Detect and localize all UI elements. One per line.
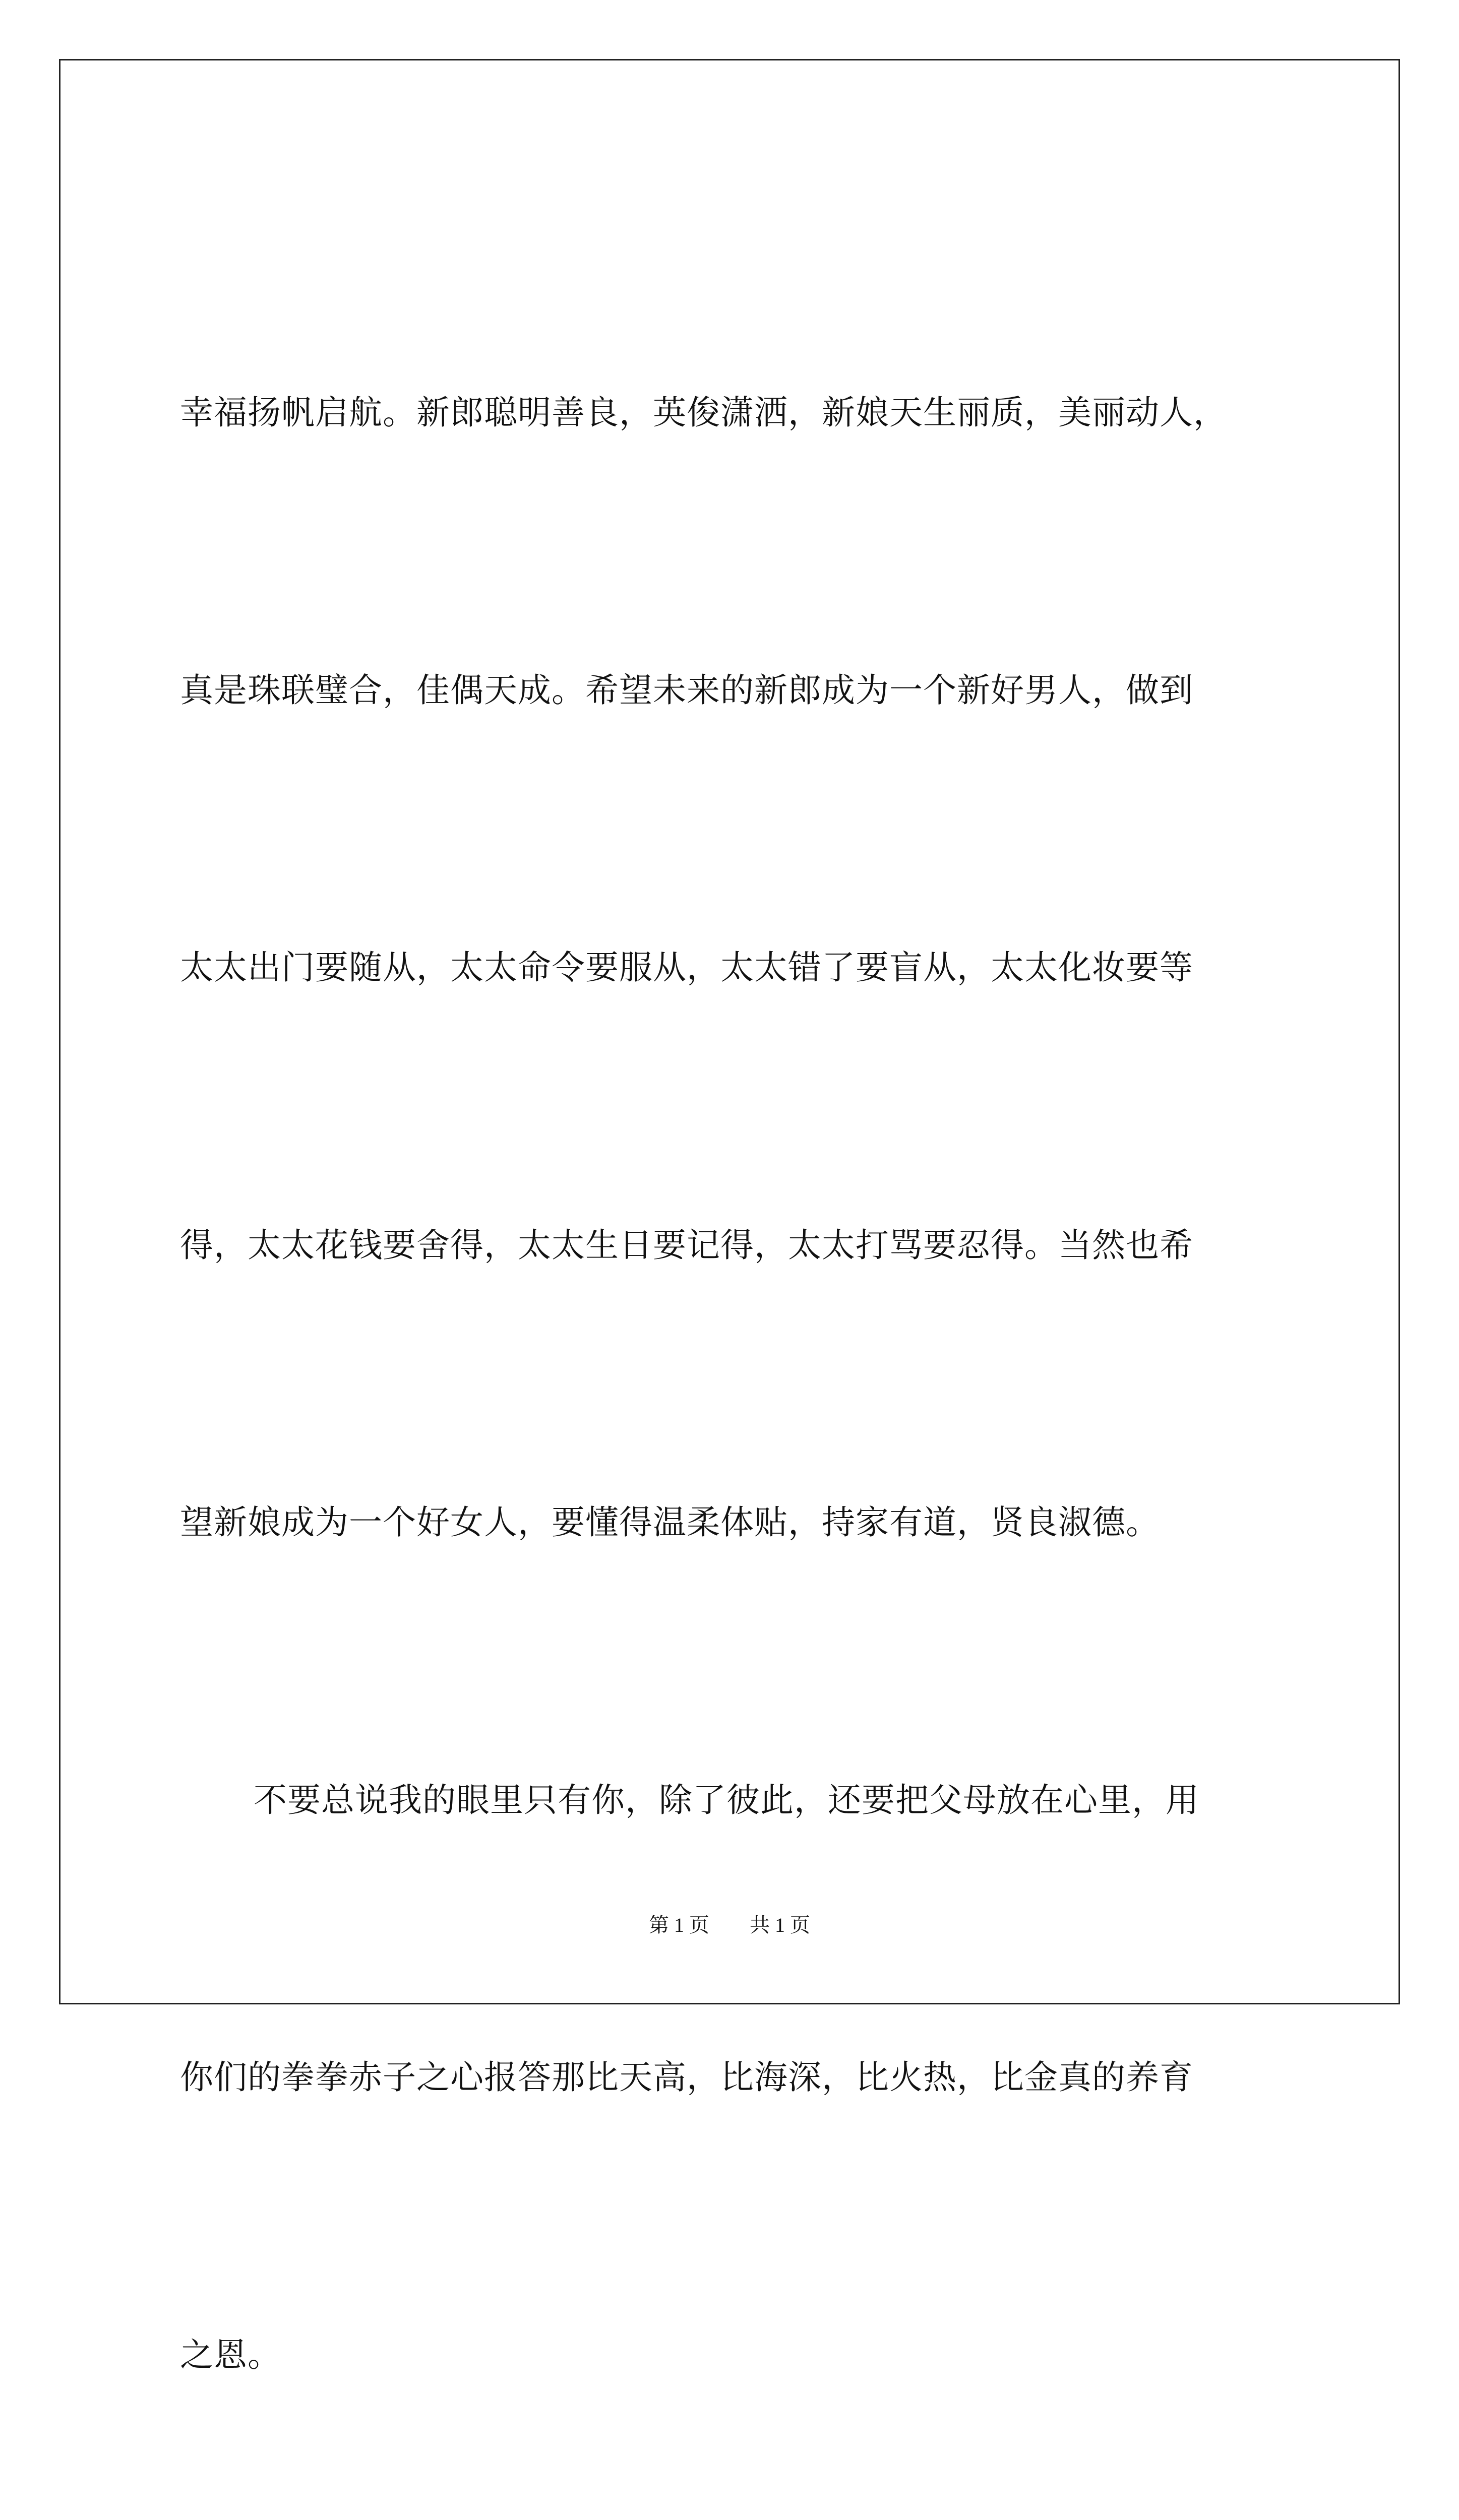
page-footer [0,1909,1459,1938]
text-line: 之恩。 [180,2335,281,2374]
page-number-current: 第 1 页 [649,1914,709,1936]
text-line: 真是珠联璧合，佳偶天成。希望未来的新郎成为一个新好男人，做到 [180,670,1193,710]
page-number-total: 共 1 页 [750,1914,810,1936]
text-line: 不要总说我的眼里只有你，除了彼此，还要把父母放在心里，用 [254,1780,1199,1819]
document-body [180,181,1285,2520]
text-line: 望新娘成为一个好女人，要懂得温柔体贴，持家有道，贤良淑德。 [180,1503,1160,1542]
text-line: 你们的拳拳赤子之心报答那比天高，比海深，比火热，比金真的养育 [180,2058,1193,2097]
body-text [180,181,1285,2520]
text-line: 幸福扬帆启航。新郎聪明善良，英俊潇洒，新娘天生丽质，美丽动人， [180,393,1227,432]
text-line: 得，太太花钱要舍得，太太生日要记得，太太打骂要忍得。当然也希 [180,1225,1193,1265]
text-line: 太太出门要随从，太太命令要服从，太太错了要盲从，太太化妆要等 [180,948,1193,987]
